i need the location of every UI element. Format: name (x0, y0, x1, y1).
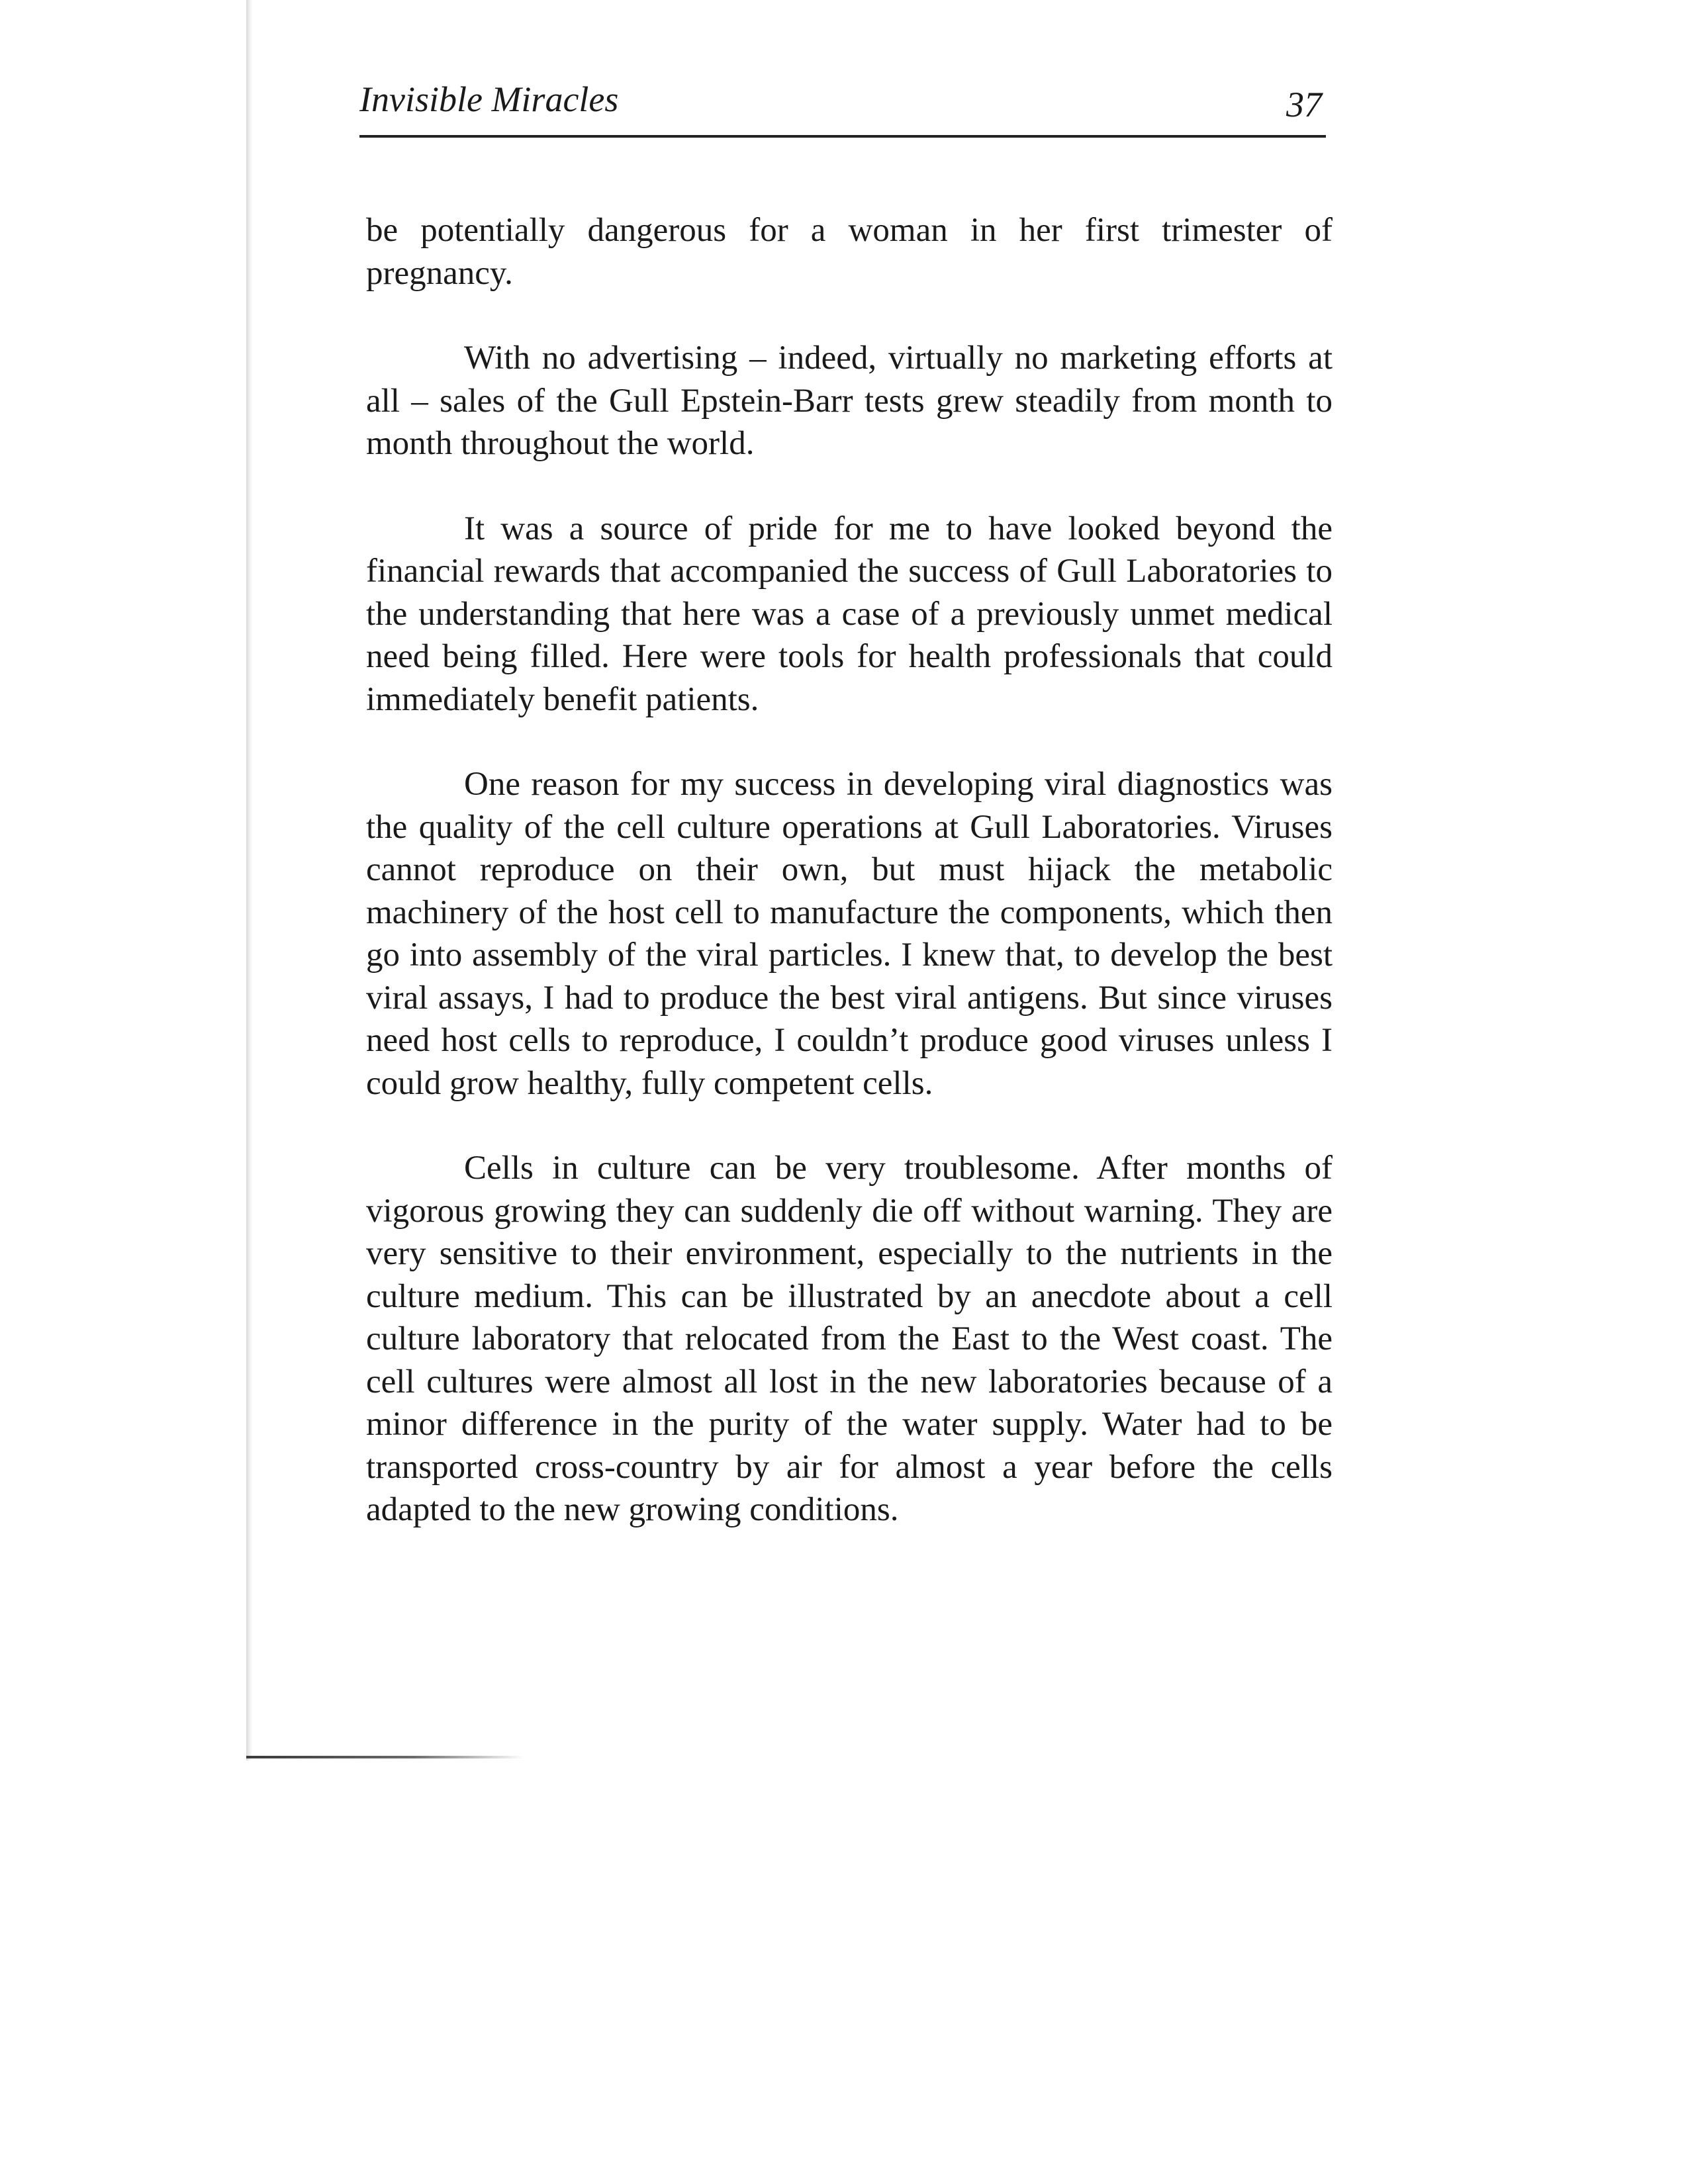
paragraph-advertising: With no advertising – indeed, virtually no marketing efforts at all – sales of the Gull Epstein-Barr tests grew steadily from month to month throughout the world. (366, 340, 1333, 462)
paragraph-pride: It was a source of pride for me to have looked beyond the financial rewards that accompanied the success of Gull Laboratories to the understanding that here was a case of a previously unmet medical need being filled. Here were tools for health professionals that could immediately benefit patients. (366, 510, 1333, 718)
running-header (359, 78, 1326, 136)
paragraph-troublesome-cells: Cells in culture can be very troublesome. After months of vigorous growing they can suddenly die off without warning. They are very sensitive to their environment, especially to the nutrients in the culture medium. This can be illustrated by an anecdote about a cell culture laboratory that relocated from the East to the West coast. The cell cultures were almost all lost in the new laboratories because of a minor difference in the purity of the water supply. Water had to be transported cross-country by air for almost a year before the cells adapted to the new growing conditions. (366, 1150, 1333, 1528)
page-number: 37 (1286, 85, 1322, 124)
paragraph-continuation: be potentially dangerous for a woman in her first trimester of pregnancy. (366, 212, 1333, 292)
page-binding-edge (246, 0, 253, 1760)
paragraph-cell-culture: One reason for my success in developing viral diagnostics was the quality of the cell culture operations at Gull Laboratories. Viruses cannot reproduce on their own, but must hijack the metabolic machinery of the host cell to manufacture the components, which then go into assembly of the viral particles. I knew that, to develop the best viral assays, I had to produce the best viral antigens. But since viruses need host cells to reproduce, I couldn’t produce good viruses unless I could grow healthy, fully competent cells. (366, 766, 1333, 1102)
page-bottom-edge (246, 1756, 524, 1758)
header-rule (359, 135, 1326, 138)
body-text (366, 209, 1333, 1574)
running-title: Invisible Miracles (359, 79, 619, 119)
